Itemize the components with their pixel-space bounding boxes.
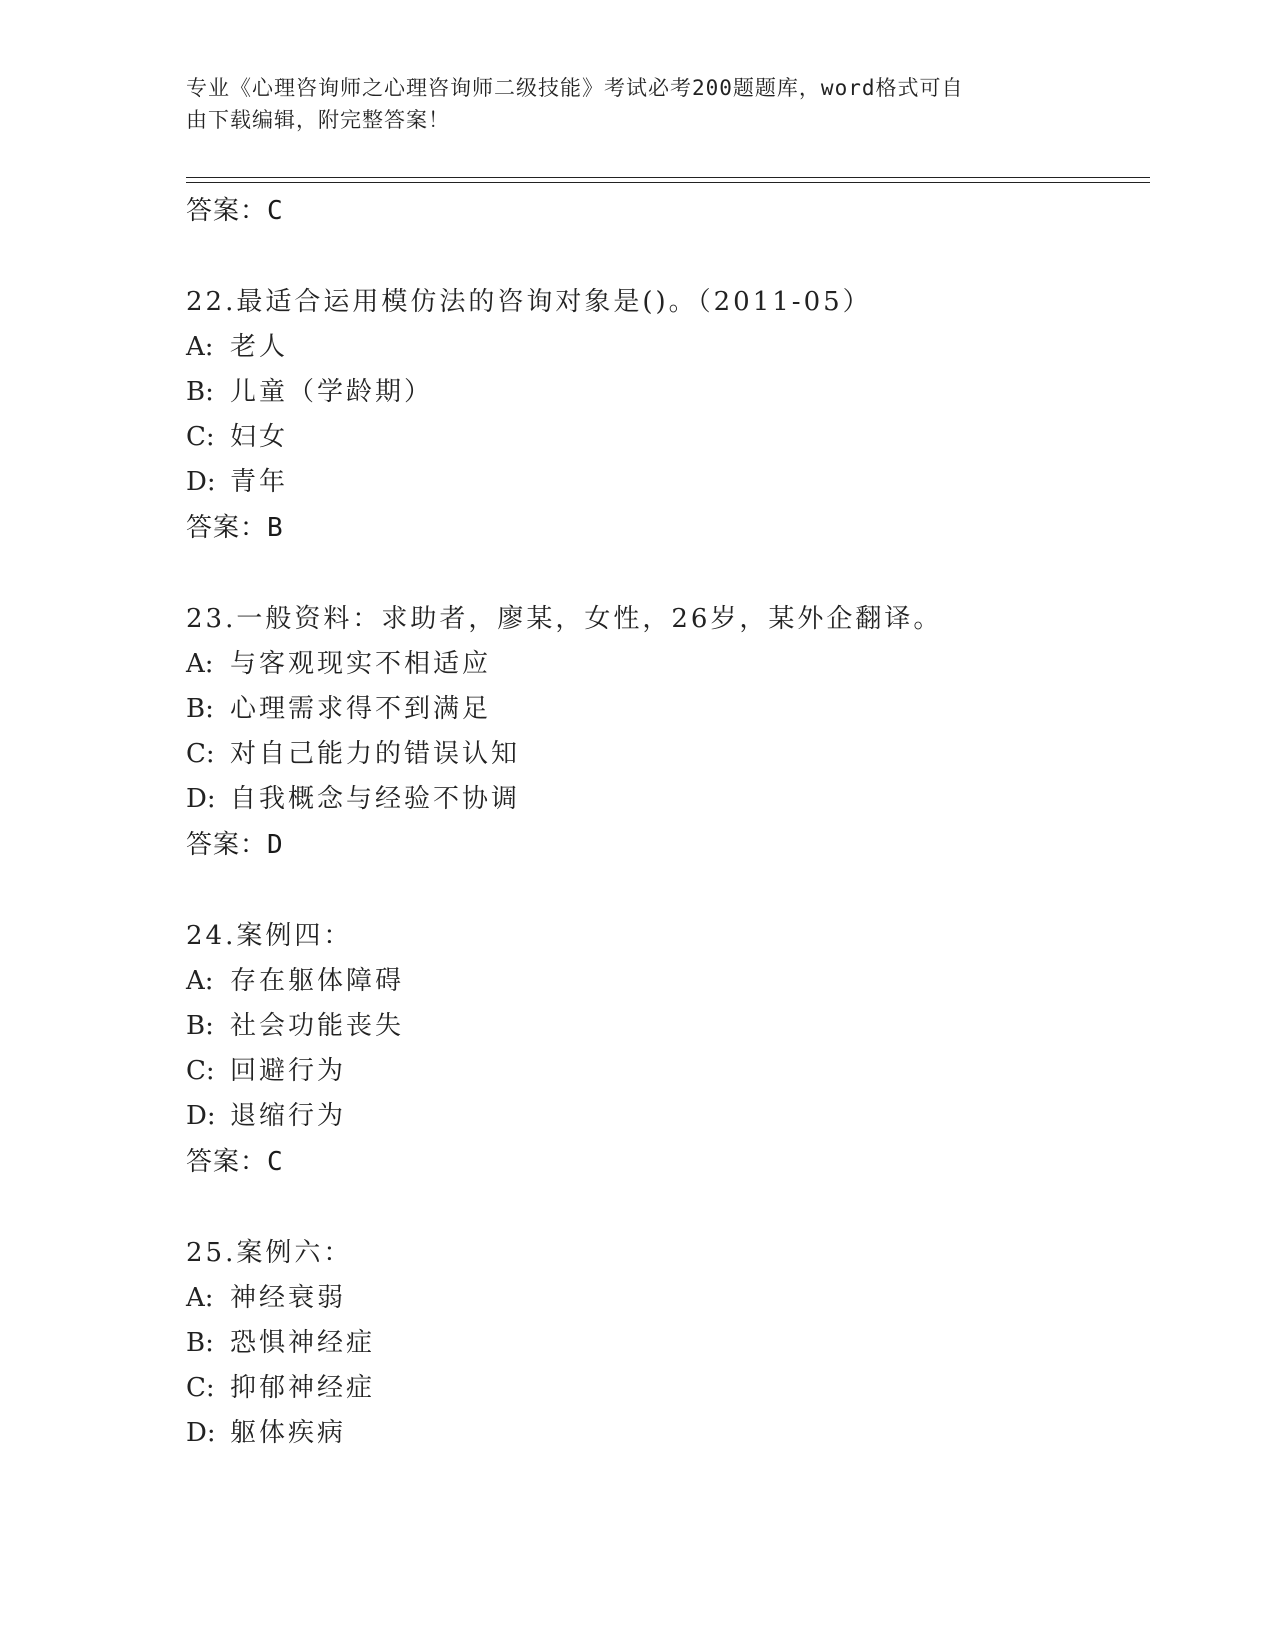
option-text: 儿童（学龄期） xyxy=(230,377,434,407)
option-text: 神经衰弱 xyxy=(230,1283,347,1313)
question-text: 22.最适合运用模仿法的咨询对象是()。（2011-05） xyxy=(186,287,872,317)
option-b xyxy=(186,687,1146,732)
option-d xyxy=(186,1411,1146,1456)
option-text: 与客观现实不相适应 xyxy=(230,649,492,679)
question-block xyxy=(186,279,1146,551)
option-a xyxy=(186,325,1146,370)
option-key: B: xyxy=(186,1328,214,1358)
answer-line: 答案：C xyxy=(186,1147,284,1177)
answer-line: 答案：B xyxy=(186,513,284,543)
question-text: 23.一般资料：求助者，廖某，女性，26岁，某外企翻译。 xyxy=(186,604,943,634)
option-text: 恐惧神经症 xyxy=(230,1328,376,1358)
option-key: D: xyxy=(186,1418,216,1448)
question-block xyxy=(186,1230,1146,1456)
answer-line: 答案：D xyxy=(186,830,284,860)
option-text: 对自己能力的错误认知 xyxy=(230,739,521,769)
option-key: C: xyxy=(186,1056,215,1086)
option-d xyxy=(186,777,1146,822)
option-key: C: xyxy=(186,1373,215,1403)
option-text: 存在躯体障碍 xyxy=(230,966,405,996)
option-c xyxy=(186,732,1146,777)
option-a xyxy=(186,959,1146,1004)
option-key: D: xyxy=(186,467,216,497)
option-text: 社会功能丧失 xyxy=(230,1011,405,1041)
option-key: A: xyxy=(186,966,214,996)
question-list xyxy=(186,188,1146,1456)
option-text: 退缩行为 xyxy=(230,1101,347,1131)
option-text: 青年 xyxy=(230,467,289,497)
header-divider-bottom xyxy=(186,182,1150,183)
option-key: B: xyxy=(186,1011,214,1041)
option-a xyxy=(186,642,1146,687)
option-key: D: xyxy=(186,1101,216,1131)
option-c xyxy=(186,1366,1146,1411)
option-key: B: xyxy=(186,377,214,407)
question-block xyxy=(186,913,1146,1185)
question-block xyxy=(186,596,1146,868)
option-key: A: xyxy=(186,649,214,679)
option-c xyxy=(186,415,1146,460)
document-header xyxy=(186,72,1066,136)
option-text: 妇女 xyxy=(230,422,289,452)
previous-answer: 答案：C xyxy=(186,196,284,226)
option-text: 心理需求得不到满足 xyxy=(230,694,492,724)
option-key: D: xyxy=(186,784,216,814)
option-a xyxy=(186,1276,1146,1321)
option-key: C: xyxy=(186,422,215,452)
option-key: B: xyxy=(186,694,214,724)
option-text: 回避行为 xyxy=(230,1056,347,1086)
option-d xyxy=(186,460,1146,505)
option-text: 自我概念与经验不协调 xyxy=(230,784,521,814)
question-text: 24.案例四： xyxy=(186,921,353,951)
option-b xyxy=(186,1321,1146,1366)
option-d xyxy=(186,1094,1146,1139)
option-b xyxy=(186,1004,1146,1049)
option-key: A: xyxy=(186,332,214,362)
option-b xyxy=(186,370,1146,415)
option-text: 躯体疾病 xyxy=(230,1418,347,1448)
header-line-2: 由下载编辑，附完整答案！ xyxy=(186,108,450,132)
option-key: A: xyxy=(186,1283,214,1313)
option-text: 抑郁神经症 xyxy=(230,1373,376,1403)
option-text: 老人 xyxy=(230,332,289,362)
question-text: 25.案例六： xyxy=(186,1238,353,1268)
option-key: C: xyxy=(186,739,215,769)
option-c xyxy=(186,1049,1146,1094)
header-divider-top xyxy=(186,177,1150,178)
header-line-1: 专业《心理咨询师之心理咨询师二级技能》考试必考200题题库，word格式可自 xyxy=(186,76,964,100)
